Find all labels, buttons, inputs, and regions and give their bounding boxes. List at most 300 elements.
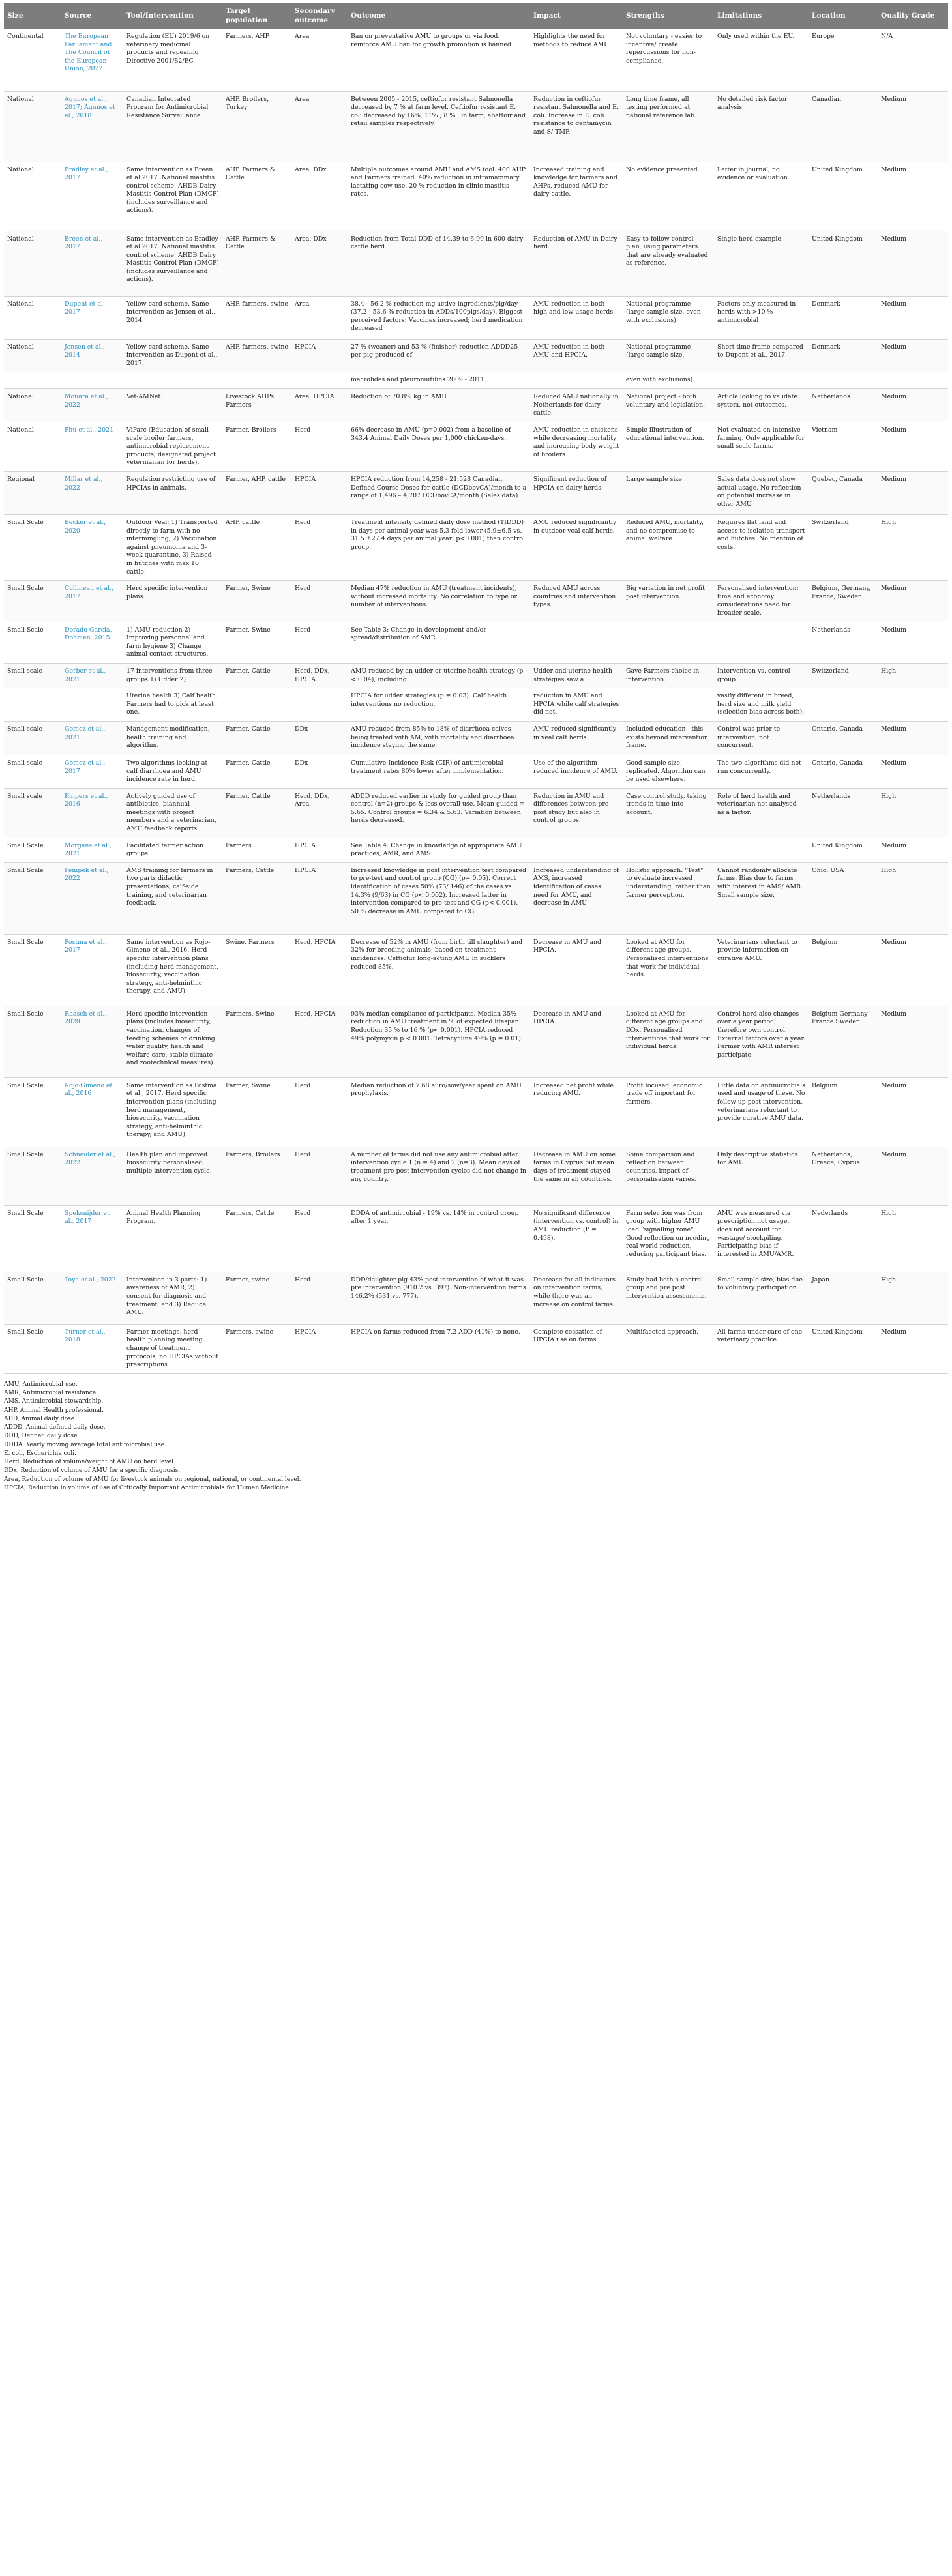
- cell-tool: Vet-AMNet.: [123, 389, 222, 422]
- footnote: DDD, Defined daily dose.: [4, 1433, 80, 1440]
- cell-outcome: Increased knowledge in post intervention test compared to pre-test and control group (CG) (p= 0.05). Correct identification of cases 50% (73/ 146) of the cases vs 14.3% (9/63) in CG (p< 0.002). Increased latter in intervention compared to pre-test and CG (p< 0.001). 50 % decrease in AMU compared to CG.: [348, 862, 530, 934]
- cell-limitations: Not evaluated on intensive farming. Only applicable for small scale farms.: [714, 422, 809, 472]
- cell-tool: Herd specific intervention plans.: [123, 581, 222, 622]
- table-row: [4, 862, 948, 934]
- cell-outcome: DDDA of antimicrobial - 19% vs. 14% in control group after 1 year.: [348, 1205, 530, 1272]
- footnote: ADDD, Animal defined daily dose.: [4, 1424, 106, 1431]
- cell-secondary: Herd: [291, 515, 348, 581]
- cell-tool: Animal Health Planning Program.: [123, 1205, 222, 1272]
- footnote: HPCIA, Reduction in volume of use of Critically Important Antimicrobials for Human Medicine.: [4, 1485, 291, 1491]
- cell-strengths: even with exclusions).: [623, 372, 714, 389]
- cell-target: [222, 372, 291, 389]
- cell-tool: Yellow card scheme. Same intervention as Jensen et al., 2014.: [123, 296, 222, 339]
- footnote: ADD, Animal daily dose.: [4, 1415, 77, 1422]
- cell-size: [4, 688, 61, 722]
- cell-secondary: [291, 688, 348, 722]
- cell-secondary: HPCIA: [291, 339, 348, 372]
- cell-target: Farmer, Swine: [222, 1077, 291, 1147]
- cell-impact: AMU reduction in both AMU and HPCIA.: [530, 339, 623, 372]
- table-row: [4, 622, 948, 663]
- cell-target: Farmer, Cattle: [222, 788, 291, 838]
- cell-secondary: HPCIA: [291, 838, 348, 862]
- cell-quality: Medium: [878, 721, 948, 755]
- cell-impact: Reduced AMU nationally in Netherlands for dairy cattle.: [530, 389, 623, 422]
- cell-location: Belgium: [809, 1077, 878, 1147]
- cell-quality: High: [878, 1272, 948, 1324]
- cell-impact: Use of the algorithm reduced incidence of AMU.: [530, 755, 623, 788]
- cell-quality: High: [878, 1205, 948, 1272]
- cell-tool: [123, 372, 222, 389]
- cell-quality: Medium: [878, 1147, 948, 1205]
- cell-source[interactable]: The European Parliament and The Council of the European Union, 2022: [61, 29, 123, 91]
- cell-strengths: Case control study, taking trends in time into account.: [623, 788, 714, 838]
- column-header-target: Target population: [222, 3, 291, 29]
- cell-source[interactable]: Raasch et al., 2020: [61, 1006, 123, 1077]
- cell-source[interactable]: Phu et al., 2021: [61, 422, 123, 472]
- cell-source[interactable]: Speksnijder et al., 2017: [61, 1205, 123, 1272]
- cell-limitations: Letter in journal, no evidence or evaluation.: [714, 162, 809, 231]
- cell-secondary: HPCIA: [291, 472, 348, 515]
- cell-secondary: Herd, HPCIA: [291, 1006, 348, 1077]
- cell-strengths: Long time frame, all testing performed at national reference lab.: [623, 91, 714, 162]
- cell-strengths: Profit focused, economic trade off important for farmers.: [623, 1077, 714, 1147]
- footnote: AMS, Antimicrobial stewardship.: [4, 1398, 104, 1405]
- cell-location: Ontario, Canada: [809, 721, 878, 755]
- cell-size: Small scale: [4, 721, 61, 755]
- cell-source[interactable]: Dupont et al., 2017: [61, 296, 123, 339]
- cell-target: Swine, Farmers: [222, 934, 291, 1006]
- table-body: [4, 29, 948, 1373]
- cell-secondary: Herd, DDx, HPCIA: [291, 663, 348, 688]
- cell-impact: Decrease in AMU and HPCIA.: [530, 1006, 623, 1077]
- cell-limitations: Sales data does not show actual usage. No reflection on potential increase in other AMU.: [714, 472, 809, 515]
- footnote: AMU, Antimicrobial use.: [4, 1381, 78, 1388]
- table-row: [4, 231, 948, 296]
- footnote: AHP, Animal Health professional.: [4, 1407, 104, 1414]
- cell-quality: Medium: [878, 472, 948, 515]
- table-row: [4, 515, 948, 581]
- cell-outcome: Multiple outcomes around AMU and AMS tool. 400 AHP and Farmers trained. 40% reduction in intramammary lactating cow use. 20 % reduction in clinic mastitis rates.: [348, 162, 530, 231]
- cell-size: Small scale: [4, 755, 61, 788]
- cell-impact: Decrease in AMU on some farms in Cyprus but mean days of treatment stayed the same in all countries.: [530, 1147, 623, 1205]
- cell-tool: 17 interventions from three groups 1) Udder 2): [123, 663, 222, 688]
- cell-limitations: [714, 372, 809, 389]
- table-row: [4, 339, 948, 372]
- cell-source[interactable]: Collineau et al., 2017: [61, 581, 123, 622]
- table-row: [4, 372, 948, 389]
- cell-limitations: Cannot randomly allocate farms. Bias due to farms with interest in AMS/ AMR. Small sample size.: [714, 862, 809, 934]
- cell-size: Small Scale: [4, 622, 61, 663]
- cell-size: National: [4, 231, 61, 296]
- table-row: [4, 1077, 948, 1147]
- cell-location: Ontario, Canada: [809, 755, 878, 788]
- cell-limitations: Only descriptive statistics for AMU.: [714, 1147, 809, 1205]
- cell-strengths: National programme (large sample size, even with exclusions).: [623, 296, 714, 339]
- cell-source[interactable]: Breen et al., 2017: [61, 231, 123, 296]
- cell-limitations: All farms under care of one veterinary practice.: [714, 1324, 809, 1373]
- cell-location: United Kingdom: [809, 231, 878, 296]
- cell-strengths: Large sample size.: [623, 472, 714, 515]
- cell-source[interactable]: Postma et al., 2017: [61, 934, 123, 1006]
- table-row: [4, 663, 948, 688]
- cell-tool: Herd specific intervention plans (includes biosecurity, vaccination, changes of feeding schemes or drinking water quality, health and welfare care, stable climate and zootechnical measures).: [123, 1006, 222, 1077]
- cell-impact: reduction in AMU and HPCIA while calf strategies did not.: [530, 688, 623, 722]
- cell-limitations: Little data on antimicrobials used and usage of these. No follow up post intervention, veterinarians reluctant to provide curative AMU data.: [714, 1077, 809, 1147]
- cell-target: AHP, Broilers, Turkey: [222, 91, 291, 162]
- cell-source[interactable]: Morgans et al., 2021: [61, 838, 123, 862]
- table-row: [4, 1006, 948, 1077]
- cell-outcome: See Table 3: Change in development and/or spread/distribution of AMR.: [348, 622, 530, 663]
- cell-outcome: HPCIA for udder strategies (p = 0.03). Calf health interventions no reduction.: [348, 688, 530, 722]
- cell-limitations: Small sample size, bias due to voluntary participation.: [714, 1272, 809, 1324]
- cell-source[interactable]: Schneider et al., 2022: [61, 1147, 123, 1205]
- cell-impact: AMU reduction in chickens while decreasing mortality and increasing body weight of broilers.: [530, 422, 623, 472]
- cell-source[interactable]: Kuipers et al., 2016: [61, 788, 123, 838]
- cell-outcome: ADDD reduced earlier in study for guided group than control (n=2) groups & less overall use. Mean guided = 5.65. Control groups = 6.34 & 5.63. Variation between herds decreased.: [348, 788, 530, 838]
- cell-size: Small Scale: [4, 515, 61, 581]
- table-row: [4, 688, 948, 722]
- cell-location: Ohio, USA: [809, 862, 878, 934]
- cell-source[interactable]: Gomez et al., 2017: [61, 755, 123, 788]
- cell-location: Denmark: [809, 339, 878, 372]
- cell-outcome: Reduction of 70.8% kg in AMU.: [348, 389, 530, 422]
- column-header-outcome: Outcome: [348, 3, 530, 29]
- cell-quality: Medium: [878, 622, 948, 663]
- cell-source[interactable]: Millar et al., 2022: [61, 472, 123, 515]
- footnotes: [4, 1374, 948, 1493]
- cell-tool: Intervention in 3 parts: 1) awareness of AMR, 2) consent for diagnosis and treatment, and 3) Reduce AMU.: [123, 1272, 222, 1324]
- cell-tool: Outdoor Veal: 1) Transported directly to farm with no intermingling, 2) Vaccination against pneumonia and 3-week quarantine, 3) Raised in hutches with max 10 cattle.: [123, 515, 222, 581]
- cell-strengths: Reduced AMU, mortality, and no compromise to animal welfare.: [623, 515, 714, 581]
- cell-source[interactable]: Turner et al., 2018: [61, 1324, 123, 1373]
- cell-location: [809, 688, 878, 722]
- cell-tool: Yellow card scheme. Same intervention as Dupont et al., 2017.: [123, 339, 222, 372]
- cell-secondary: Herd: [291, 1272, 348, 1324]
- cell-source[interactable]: [61, 372, 123, 389]
- cell-size: Small Scale: [4, 1272, 61, 1324]
- cell-tool: Same intervention as Bradley et al 2017. National mastitis control scheme: AHDB Dairy Mastitis Control Plan (DMCP) (includes surveillance and actions).: [123, 231, 222, 296]
- cell-secondary: Area: [291, 29, 348, 91]
- cell-tool: Same intervention as Rojo-Gimeno et al., 2016. Herd specific intervention plans (including herd management, biosecurity, vaccination strategy, anti-helminthic therapy, and AMU).: [123, 934, 222, 1006]
- cell-quality: Medium: [878, 755, 948, 788]
- cell-outcome: 66% decrease in AMU (p=0.002) from a baseline of 343.4 Animal Daily Doses per 1,000 chicken-days.: [348, 422, 530, 472]
- cell-source[interactable]: Gerber et al., 2021: [61, 663, 123, 688]
- cell-size: Small Scale: [4, 1077, 61, 1147]
- cell-impact: Increased understanding of AMS, increased identification of cases' need for AMU, and decrease in AMU: [530, 862, 623, 934]
- cell-size: National: [4, 162, 61, 231]
- header-row: [4, 3, 948, 29]
- cell-quality: [878, 688, 948, 722]
- cell-location: Japan: [809, 1272, 878, 1324]
- column-header-secondary: Secondary outcome: [291, 3, 348, 29]
- cell-strengths: Multifaceted approach.: [623, 1324, 714, 1373]
- cell-source[interactable]: Dorado-Garcia, Dohmen, 2015: [61, 622, 123, 663]
- cell-quality: Medium: [878, 1324, 948, 1373]
- cell-target: Farmers, Cattle: [222, 862, 291, 934]
- cell-size: National: [4, 422, 61, 472]
- cell-tool: Two algorithms looking at calf diarrhoea and AMU incidence rate in herd.: [123, 755, 222, 788]
- cell-outcome: A number of farms did not use any antimicrobial after intervention cycle 1 (n = 4) and 2 (n=3). Mean days of treatment pre-post intervention cycles did not change in any country.: [348, 1147, 530, 1205]
- cell-location: Europe: [809, 29, 878, 91]
- cell-secondary: Herd, DDx, Area: [291, 788, 348, 838]
- cell-target: [222, 688, 291, 722]
- cell-size: Small Scale: [4, 838, 61, 862]
- cell-outcome: Median reduction of 7.68 euro/sow/year spent on AMU prophylaxis.: [348, 1077, 530, 1147]
- cell-tool: ViParc (Education of small-scale broiler farmers, antimicrobial replacement products, designated project veterinarian for herds).: [123, 422, 222, 472]
- cell-quality: Medium: [878, 422, 948, 472]
- cell-size: Small Scale: [4, 1205, 61, 1272]
- cell-impact: AMU reduced significantly in veal calf herds.: [530, 721, 623, 755]
- cell-limitations: Intervention vs. control group: [714, 663, 809, 688]
- column-header-quality: Quality Grade: [878, 3, 948, 29]
- column-header-source: Source: [61, 3, 123, 29]
- table-row: [4, 472, 948, 515]
- table-row: [4, 838, 948, 862]
- cell-tool: Same intervention as Postma et al., 2017. Herd specific intervention plans (including herd management, biosecurity, vaccination strategy, anti-helminthic therapy, and AMU).: [123, 1077, 222, 1147]
- cell-secondary: Herd: [291, 1205, 348, 1272]
- cell-target: AHP, farmers, swine: [222, 339, 291, 372]
- cell-tool: Regulation restricting use of HPCIAs in animals.: [123, 472, 222, 515]
- cell-strengths: No evidence presented.: [623, 162, 714, 231]
- cell-outcome: Between 2005 - 2015, ceftiofur resistant Salmonella decreased by 7 % at farm level. Ceftiofur resistant E. coli decreased by 16%, 11% , 8 % , in farm, abattoir and retail samples respectively.: [348, 91, 530, 162]
- cell-secondary: Area: [291, 296, 348, 339]
- cell-impact: [530, 622, 623, 663]
- cell-quality: Medium: [878, 934, 948, 1006]
- column-header-tool: Tool/Intervention: [123, 3, 222, 29]
- cell-location: United Kingdom: [809, 162, 878, 231]
- table-row: [4, 296, 948, 339]
- cell-location: Netherlands: [809, 389, 878, 422]
- cell-size: Regional: [4, 472, 61, 515]
- cell-source[interactable]: Pempek et al., 2022: [61, 862, 123, 934]
- column-header-location: Location: [809, 3, 878, 29]
- cell-secondary: Herd: [291, 581, 348, 622]
- cell-size: National: [4, 339, 61, 372]
- cell-target: Farmer, AHP, cattle: [222, 472, 291, 515]
- cell-quality: Medium: [878, 1006, 948, 1077]
- cell-size: Small Scale: [4, 862, 61, 934]
- cell-location: Switzerland: [809, 663, 878, 688]
- cell-size: National: [4, 296, 61, 339]
- cell-target: AHP, farmers, swine: [222, 296, 291, 339]
- cell-source[interactable]: Rojo-Gimeno et al., 2016: [61, 1077, 123, 1147]
- table-header: [4, 3, 948, 29]
- cell-size: National: [4, 389, 61, 422]
- cell-outcome: Decrease of 52% in AMU (from birth till slaughter) and 32% for breeding animals, based on treatment incidences. Ceftiofur long-acting AMU in sucklers reduced 85%.: [348, 934, 530, 1006]
- cell-impact: Reduction in ceftiofur resistant Salmonella and E. coli. Increase in E. coli resistance to gentamycin and S/ TMP.: [530, 91, 623, 162]
- cell-target: Farmers, Cattle: [222, 1205, 291, 1272]
- cell-location: Vietnam: [809, 422, 878, 472]
- cell-outcome: Treatment intensity defined daily dose method (TIDDD) in days per animal year was 5.3-fold lower (5.9±6.5 vs. 31.5 ±27.4 days per animal year; p<0.001) than control group.: [348, 515, 530, 581]
- cell-target: AHP, Farmers & Cattle: [222, 231, 291, 296]
- cell-strengths: Simple illustration of educational intervention.: [623, 422, 714, 472]
- cell-size: Small Scale: [4, 934, 61, 1006]
- cell-outcome: Reduction from Total DDD of 14.39 to 6.99 in 600 dairy cattle herd.: [348, 231, 530, 296]
- cell-secondary: [291, 372, 348, 389]
- cell-quality: High: [878, 862, 948, 934]
- cell-impact: No significant difference (intervention vs. control) in AMU reduction (P = 0.498).: [530, 1205, 623, 1272]
- cell-secondary: HPCIA: [291, 862, 348, 934]
- cell-outcome: DDD/daughter pig 43% post intervention of what it was pre intervention (910.2 vs. 397). Non-intervention farms 146.2% (531 vs. 777).: [348, 1272, 530, 1324]
- cell-limitations: Article looking to validate system, not outcomes.: [714, 389, 809, 422]
- cell-outcome: 27 % (weaner) and 53 % (finisher) reduction ADDD25 per pig produced of: [348, 339, 530, 372]
- cell-strengths: Big variation in net profit post intervention.: [623, 581, 714, 622]
- cell-target: Livestock AHPs Farmers: [222, 389, 291, 422]
- table-row: [4, 91, 948, 162]
- cell-source[interactable]: [61, 688, 123, 722]
- cell-impact: Reduced AMU across countries and intervention types.: [530, 581, 623, 622]
- cell-quality: Medium: [878, 231, 948, 296]
- cell-size: Continental: [4, 29, 61, 91]
- cell-limitations: Factors only measured in herds with >10 % antimicrobial: [714, 296, 809, 339]
- cell-target: Farmer, Swine: [222, 622, 291, 663]
- cell-outcome: Ban on preventative AMU to groups or via food, reinforce AMU ban for growth promotion is banned.: [348, 29, 530, 91]
- table-row: [4, 755, 948, 788]
- cell-limitations: No detailed risk factor analysis: [714, 91, 809, 162]
- table-row: [4, 422, 948, 472]
- cell-impact: Significant reduction of HPCIA on dairy herds.: [530, 472, 623, 515]
- cell-secondary: Area, HPCIA: [291, 389, 348, 422]
- cell-strengths: [623, 688, 714, 722]
- cell-limitations: Only used within the EU.: [714, 29, 809, 91]
- cell-outcome: 93% median compliance of participants. Median 35% reduction in AMU treatment in % of expected lifespan. Reduction 35 % to 16 % (p< 0.001). HPCIA reduced 49% polymyxin p < 0.001. Tetracycline 49% (p = 0.01).: [348, 1006, 530, 1077]
- cell-size: Small Scale: [4, 1006, 61, 1077]
- cell-limitations: [714, 622, 809, 663]
- footnote: AMR, Antimicrobial resistance.: [4, 1390, 98, 1397]
- cell-impact: AMU reduction in both high and low usage herds.: [530, 296, 623, 339]
- cell-outcome: HPCIA on farms reduced from 7.2 ADD (41%) to none.: [348, 1324, 530, 1373]
- cell-impact: [530, 838, 623, 862]
- cell-strengths: Easy to follow control plan, using parameters that are already evaluated as reference.: [623, 231, 714, 296]
- footnote: Area, Reduction of volume of AMU for livestock animals on regional, national, or continental level.: [4, 1476, 301, 1483]
- cell-tool: Management modification, health training and algorithm.: [123, 721, 222, 755]
- cell-quality: High: [878, 788, 948, 838]
- interventions-table: [4, 3, 948, 1374]
- cell-secondary: Herd: [291, 1147, 348, 1205]
- cell-quality: Medium: [878, 838, 948, 862]
- cell-source[interactable]: Agunos et al., 2017; Agunos et al., 2018: [61, 91, 123, 162]
- cell-quality: N/A: [878, 29, 948, 91]
- cell-size: Small scale: [4, 663, 61, 688]
- cell-impact: Reduction in AMU and differences between pre-post study but also in control groups.: [530, 788, 623, 838]
- cell-impact: Decrease in AMU and HPCIA.: [530, 934, 623, 1006]
- cell-quality: Medium: [878, 389, 948, 422]
- table-row: [4, 934, 948, 1006]
- cell-outcome: macrolides and pleuromutilins 2009 - 2011: [348, 372, 530, 389]
- cell-impact: Highlights the need for methods to reduce AMU.: [530, 29, 623, 91]
- cell-limitations: Single herd example.: [714, 231, 809, 296]
- cell-location: Belgium: [809, 934, 878, 1006]
- cell-size: [4, 372, 61, 389]
- cell-strengths: National project - both voluntary and legislation.: [623, 389, 714, 422]
- cell-strengths: Good sample size, replicated. Algorithm can be used elsewhere.: [623, 755, 714, 788]
- cell-target: AHP, cattle: [222, 515, 291, 581]
- column-header-limitations: Limitations: [714, 3, 809, 29]
- cell-secondary: Herd: [291, 422, 348, 472]
- cell-secondary: DDx: [291, 755, 348, 788]
- cell-target: Farmer, Cattle: [222, 755, 291, 788]
- cell-source[interactable]: Toya et al., 2022: [61, 1272, 123, 1324]
- cell-tool: Same intervention as Breen et al 2017. National mastitis control scheme: AHDB Dairy Mastitis Control Plan (DMCP) (includes surveillance and actions).: [123, 162, 222, 231]
- cell-strengths: [623, 838, 714, 862]
- cell-impact: AMU reduced significantly in outdoor veal calf herds.: [530, 515, 623, 581]
- cell-location: United Kingdom: [809, 838, 878, 862]
- cell-limitations: AMU was measured via prescription not usage, does not account for wastage/ stockpiling. Participating bias if interested in AMU/AMR.: [714, 1205, 809, 1272]
- cell-source[interactable]: Bradley et al., 2017: [61, 162, 123, 231]
- cell-quality: High: [878, 663, 948, 688]
- cell-tool: 1) AMU reduction 2) Improving personnel and farm hygiene 3) Change animal contact structures.: [123, 622, 222, 663]
- cell-location: Netherlands, Greece, Cyprus: [809, 1147, 878, 1205]
- cell-outcome: 38.4 - 56.2 % reduction mg active ingredients/pig/day (37.2 - 53.6 % reduction in ADDs/100pigs/day). Biggest perceived factors: Vaccines increased; herd medication decreased: [348, 296, 530, 339]
- cell-tool: Facilitated farmer action groups.: [123, 838, 222, 862]
- cell-impact: Reduction of AMU in Dairy herd.: [530, 231, 623, 296]
- cell-strengths: Farm selection was from group with higher AMU load "signalling zone". Good reflection on needing real world reduction, reducing participant bias.: [623, 1205, 714, 1272]
- cell-secondary: HPCIA: [291, 1324, 348, 1373]
- cell-quality: [878, 372, 948, 389]
- cell-location: Canadian: [809, 91, 878, 162]
- cell-location: Denmark: [809, 296, 878, 339]
- cell-secondary: Herd: [291, 622, 348, 663]
- cell-strengths: [623, 622, 714, 663]
- cell-quality: High: [878, 515, 948, 581]
- cell-limitations: vastly different in breed, herd size and milk yield (selection bias across both).: [714, 688, 809, 722]
- table-row: [4, 1205, 948, 1272]
- footnote: DDx, Reduction of volume of AMU for a specific diagnosis.: [4, 1467, 181, 1474]
- cell-tool: Canadian Integrated Program for Antimicrobial Resistance Surveillance.: [123, 91, 222, 162]
- table-row: [4, 389, 948, 422]
- cell-outcome: HPCIA reduction from 14,258 - 21,528 Canadian Defined Course Doses for cattle (DCDbovCA)/month to a range of 1,496 – 4,707 DCDbovCA/month (Sales data).: [348, 472, 530, 515]
- cell-tool: Uterine health 3) Calf health. Farmers had to pick at least one.: [123, 688, 222, 722]
- cell-strengths: Looked at AMU for different age groups and DDx. Personalised interventions that work for individual herds.: [623, 1006, 714, 1077]
- cell-target: Farmer, Cattle: [222, 663, 291, 688]
- table-row: [4, 1272, 948, 1324]
- cell-tool: AMS training for farmers in two parts didactic presentations, calf-side training, and veterinarian feedback.: [123, 862, 222, 934]
- cell-size: Small Scale: [4, 581, 61, 622]
- cell-quality: Medium: [878, 339, 948, 372]
- cell-secondary: Herd, HPCIA: [291, 934, 348, 1006]
- cell-target: Farmers: [222, 838, 291, 862]
- cell-impact: [530, 372, 623, 389]
- table-row: [4, 1147, 948, 1205]
- cell-limitations: Control herd also changes over a year period, therefore own control. External factors over a year. Farmer with AMR interest participate.: [714, 1006, 809, 1077]
- table-row: [4, 1324, 948, 1373]
- cell-location: Quebec, Canada: [809, 472, 878, 515]
- cell-source[interactable]: Becker et al., 2020: [61, 515, 123, 581]
- cell-source[interactable]: Gomez et al., 2021: [61, 721, 123, 755]
- cell-target: Farmers, Broilers: [222, 1147, 291, 1205]
- table-row: [4, 721, 948, 755]
- cell-target: Farmer, Broilers: [222, 422, 291, 472]
- cell-size: Small Scale: [4, 1147, 61, 1205]
- table-row: [4, 29, 948, 91]
- cell-secondary: DDx: [291, 721, 348, 755]
- cell-outcome: Cumulative Incidence Risk (CIR) of antimicrobial treatment rates 80% lower after implementation.: [348, 755, 530, 788]
- cell-limitations: Requires flat land and access to isolation transport and hutches. No mention of costs.: [714, 515, 809, 581]
- cell-location: Belgium Germany France Sweden: [809, 1006, 878, 1077]
- cell-source[interactable]: Jensen et al., 2014: [61, 339, 123, 372]
- cell-target: AHP, Farmers & Cattle: [222, 162, 291, 231]
- cell-source[interactable]: Mouara et al., 2022: [61, 389, 123, 422]
- cell-limitations: Veterinarians reluctant to provide information on curative AMU.: [714, 934, 809, 1006]
- cell-quality: Medium: [878, 296, 948, 339]
- cell-strengths: Study had both a control group and pre post intervention assessments.: [623, 1272, 714, 1324]
- footnote: Herd, Reduction of volume/weight of AMU on herd level.: [4, 1459, 175, 1466]
- cell-size: National: [4, 91, 61, 162]
- cell-impact: Complete cessation of HPCIA use on farms.: [530, 1324, 623, 1373]
- cell-impact: Decrease for all indicators on intervention farms, while there was an increase on control farms.: [530, 1272, 623, 1324]
- footnote: E. coli, Escherichia coli.: [4, 1450, 76, 1457]
- cell-location: Netherlands: [809, 622, 878, 663]
